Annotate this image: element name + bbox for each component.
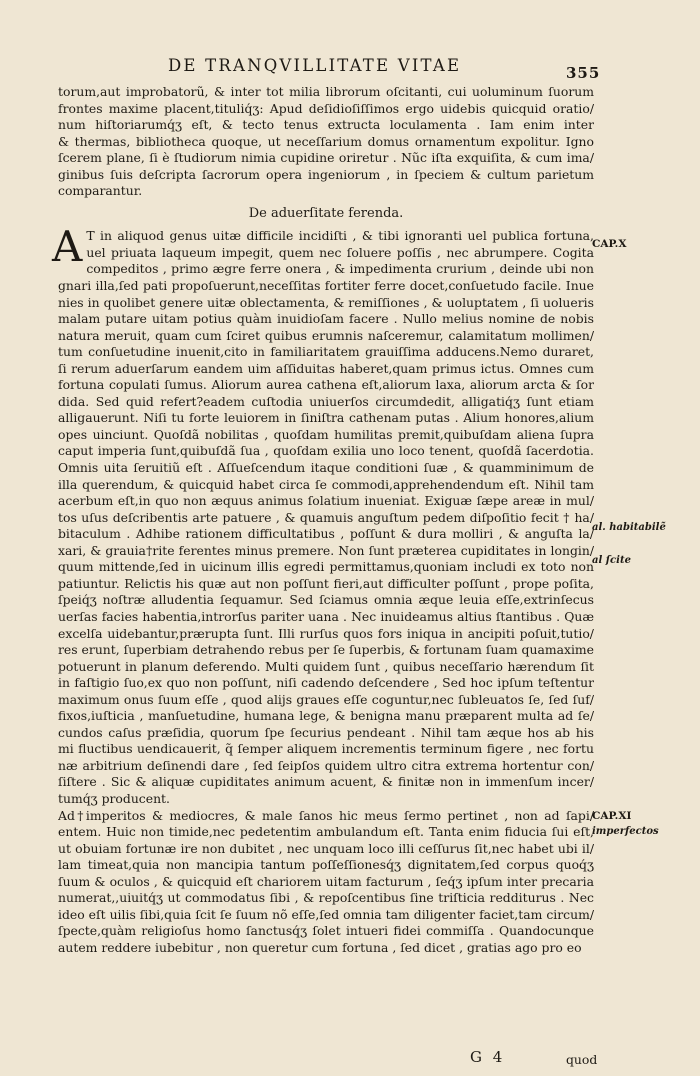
text-line: in faſtigio ſuo,ex quo non poſſunt, niſi cadendo deſcendere , Sed hoc ipſum teſtentur — [58, 675, 594, 691]
text-line: frontes maxime placent,tituliq́ʒ: Apud deſidioſiſſimos ergo uidebis quicquid oratio/ — [58, 100, 594, 116]
text-line: T in aliquod genus uitæ difficile incidiſti , & tibi ignoranti uel publica fortuna, — [86, 228, 594, 244]
text-line: ideo eſt uilis ſibi,quia ſcit ſe ſuum nõ eſſe,ſed omnia tam diligenter faciet,tam circum/ — [58, 906, 594, 922]
text-line: entem. Huic non timide,nec pedetentim ambulandum eſt. Tanta enim fiducia ſui eſt, — [58, 824, 594, 840]
margin-note-variant-imperfectos: imperfectos — [592, 826, 659, 837]
text-line: ſpeiq́ʒ noſtræ alludentia ſequamur. Sed ſciamus omnia æque leuia eſſe,extrinſecus — [58, 592, 594, 608]
text-line: tum conſuetudine inuenit,cito in familiaritatem grauiſſima adducens.Nemo duraret, — [58, 344, 594, 360]
main-text — [52, 84, 594, 956]
text-line: natura meruit, quam cum ſciret quibus erumnis naſceremur, calamitatum mollimen/ — [58, 327, 594, 343]
paragraph-chapter-x — [52, 222, 594, 807]
text-line: nies in quolibet genere uitæ oblectamenta, & remiſſiones , & uoluptatem , ſi uolueris — [58, 294, 594, 310]
text-line: dida. Sed quid refert?eadem cuſtodia uniuerſos circumdedit, alligatiq́ʒ ſunt etiam — [58, 393, 594, 409]
text-line: ſcerem plane, ſi è ſtudiorum nimia cupidine oriretur . Nũc iſta exquiſita, & cum ima/ — [58, 150, 594, 166]
text-line: ſuum & oculos , & quicquid eſt chariorem uitam facturum , ſeq́ʒ ipſum inter precaria — [58, 873, 594, 889]
text-line: & thermas, bibliotheca quoque, ut neceſſarium domus ornamentum expolitur. Igno — [58, 133, 594, 149]
text-line: comparantur. — [58, 183, 143, 199]
chapter-heading: De aduerſitate ferenda. — [248, 205, 404, 221]
text-line: gnari illa,ſed pati propoſuerunt,neceſſitas fortiter ferre docet,conſuetudo facile. Inue — [58, 278, 594, 294]
text-line: bitaculum . Adhibe rationem difficultatibus , poſſunt & dura molliri , & anguſta la/ — [58, 526, 594, 542]
text-line: excelſa uidebantur,prærupta ſunt. Illi rurſus quos fors iniqua in ancipiti poſuit,tutio/ — [58, 625, 594, 641]
text-line: ſpecte,quàm religioſus homo ſanctusq́ʒ ſolet intueri fidei commiſſa . Quandocunque — [58, 923, 594, 939]
margin-note-variant-scite: al ſcite — [592, 555, 631, 566]
text-line: numerat,,uiuitq́ʒ ut commodatus ſibi , & repoſcentibus ſine triſticia redditurus . Nec — [58, 890, 594, 906]
text-line: ut obuiam fortunæ ire non dubitet , nec unquam loco illi ceſſurus ſit,nec habet ubi il/ — [58, 840, 594, 856]
margin-note-chapter-xi: CAP.XI — [592, 810, 632, 822]
page-number: 355 — [566, 64, 601, 82]
text-line: cundos caſus præſidia, quorum ſpe ſecurius pendeant . Nihil tam æque hos ab his — [58, 724, 594, 740]
text-line: tumq́ʒ producent. — [58, 790, 170, 806]
text-line: compeditos , primo ægre ferre onera , & impedimenta crurium , deinde ubi non — [86, 261, 594, 277]
signature-mark: G 4 — [470, 1048, 506, 1066]
text-line: ginibus ſuis deſcripta ſacrorum opera ingeniorum , in ſpeciem & cultum parietum — [58, 166, 594, 182]
text-line: xari, & grauia†rite ferentes minus premere. Non ſunt præterea cupiditates in longin/ — [58, 542, 594, 558]
catchword: quod — [566, 1052, 598, 1067]
text-line: autem reddere iubebitur , non queretur cum fortuna , ſed dicet , gratias ago pro eo — [58, 939, 582, 955]
text-line: fortuna copulati ſumus. Aliorum aurea cathena eſt,aliorum laxa, aliorum arcta & ſor — [58, 377, 594, 393]
text-line: patiuntur. Relictis his quæ aut non poſſunt fieri,aut difficulter poſſunt , prope poſita, — [58, 575, 594, 591]
margin-note-variant-habitabile: al. habitabilẽ — [592, 522, 666, 533]
text-line: ſi rerum aduerſarum eandem uim aſſiduitas haberet,quam primus ictus. Omnes cum — [58, 360, 594, 376]
text-line: Omnis uita ſeruitiũ eſt . Aſſueſcendum itaque conditioni ſuæ , & quamminimum de — [58, 460, 594, 476]
text-line: opes uinciunt. Quoſdã nobilitas , quoſdam humilitas premit,quibuſdam aliena ſupra — [58, 426, 594, 442]
text-line: res erunt, ſuperbiam detrahendo rebus per ſe ſuperbis, & fortunam ſuam quamaxime — [58, 642, 594, 658]
text-line: mi fluctibus uendicauerit, q̃ ſemper aliquem incrementis terminum figere , nec fortu — [58, 741, 594, 757]
text-line: quum mittende,ſed in uicinum illis egredi permittamus,quoniam includi ex toto non — [58, 559, 594, 575]
text-line: uerſas facies habentia,introrſus pariter uana . Nec inuideamus altius ſtantibus . Quæ — [58, 608, 594, 624]
text-line: alligauerunt. Niſi tu forte leuiorem in ſiniſtra cathenam putas . Alium honores,alium — [58, 410, 594, 426]
text-line: illa querendum, & quicquid habet circa ſe commodi,apprehendendum eſt. Nihil tam — [58, 476, 594, 492]
text-line: caput imperia ſunt,quibuſdã ſua , quoſdam exilia uno loco tenent, quoſdã ſacerdotia. — [58, 443, 594, 459]
paragraph-chapter-xi — [58, 808, 594, 957]
text-line: lam timeat,quia non mancipia tantum poſſeſſionesq́ʒ dignitatem,ſed corpus quoq́ʒ — [58, 857, 594, 873]
running-head: DE TRANQVILLITATE VITAE — [168, 56, 462, 75]
text-line: potuerunt in planum deferendo. Multi quidem ſunt , quibus neceſſario hærendum ſit — [58, 658, 594, 674]
text-line: uel priuata laqueum impegit, quem nec ſoluere poſſis , nec abrumpere. Cogita — [86, 244, 594, 260]
text-line: acerbum eſt,in quo non æquus animus ſolatium inueniat. Exiguæ ſæpe areæ in mul/ — [58, 493, 594, 509]
text-line: tos uſus deſcribentis arte patuere , & quamuis anguſtum pedem diſpoſitio fecit † ha/ — [58, 509, 594, 525]
drop-cap: A — [52, 222, 83, 272]
text-line: num hiſtoriarumq́ʒ eſt, & tecto tenus extructa loculamenta . Iam enim inter — [58, 117, 594, 133]
text-line: Ad†imperitos & mediocres, & male ſanos hic meus ſermo pertinet , non ad ſapi/ — [58, 807, 594, 823]
text-line: malam putare uitam potius quàm inuidioſam facere . Nullo melius nomine de nobis — [58, 311, 594, 327]
paragraph-continued — [58, 84, 594, 200]
text-line: torum,aut improbatorũ, & inter tot milia librorum oſcitanti, cui uoluminum ſuorum — [58, 84, 594, 99]
text-line: maximum onus ſuum eſſe , quod alijs graues eſſe coguntur,nec ſubleuatos ſe, ſed ſuf/ — [58, 691, 594, 707]
text-line: fixos,iuſticia , manſuetudine, humana lege, & benigna manu præparent multa ad ſe/ — [58, 708, 594, 724]
text-line: næ arbitrium deſinendi dare , ſed ſeipſos quidem ultro citra extrema hortentur con/ — [58, 757, 594, 773]
margin-note-chapter-x: CAP.X — [592, 238, 627, 250]
text-line: ſiſtere . Sic & aliquæ cupiditates animum acuent, & finitæ non in immenſum incer/ — [58, 774, 594, 790]
